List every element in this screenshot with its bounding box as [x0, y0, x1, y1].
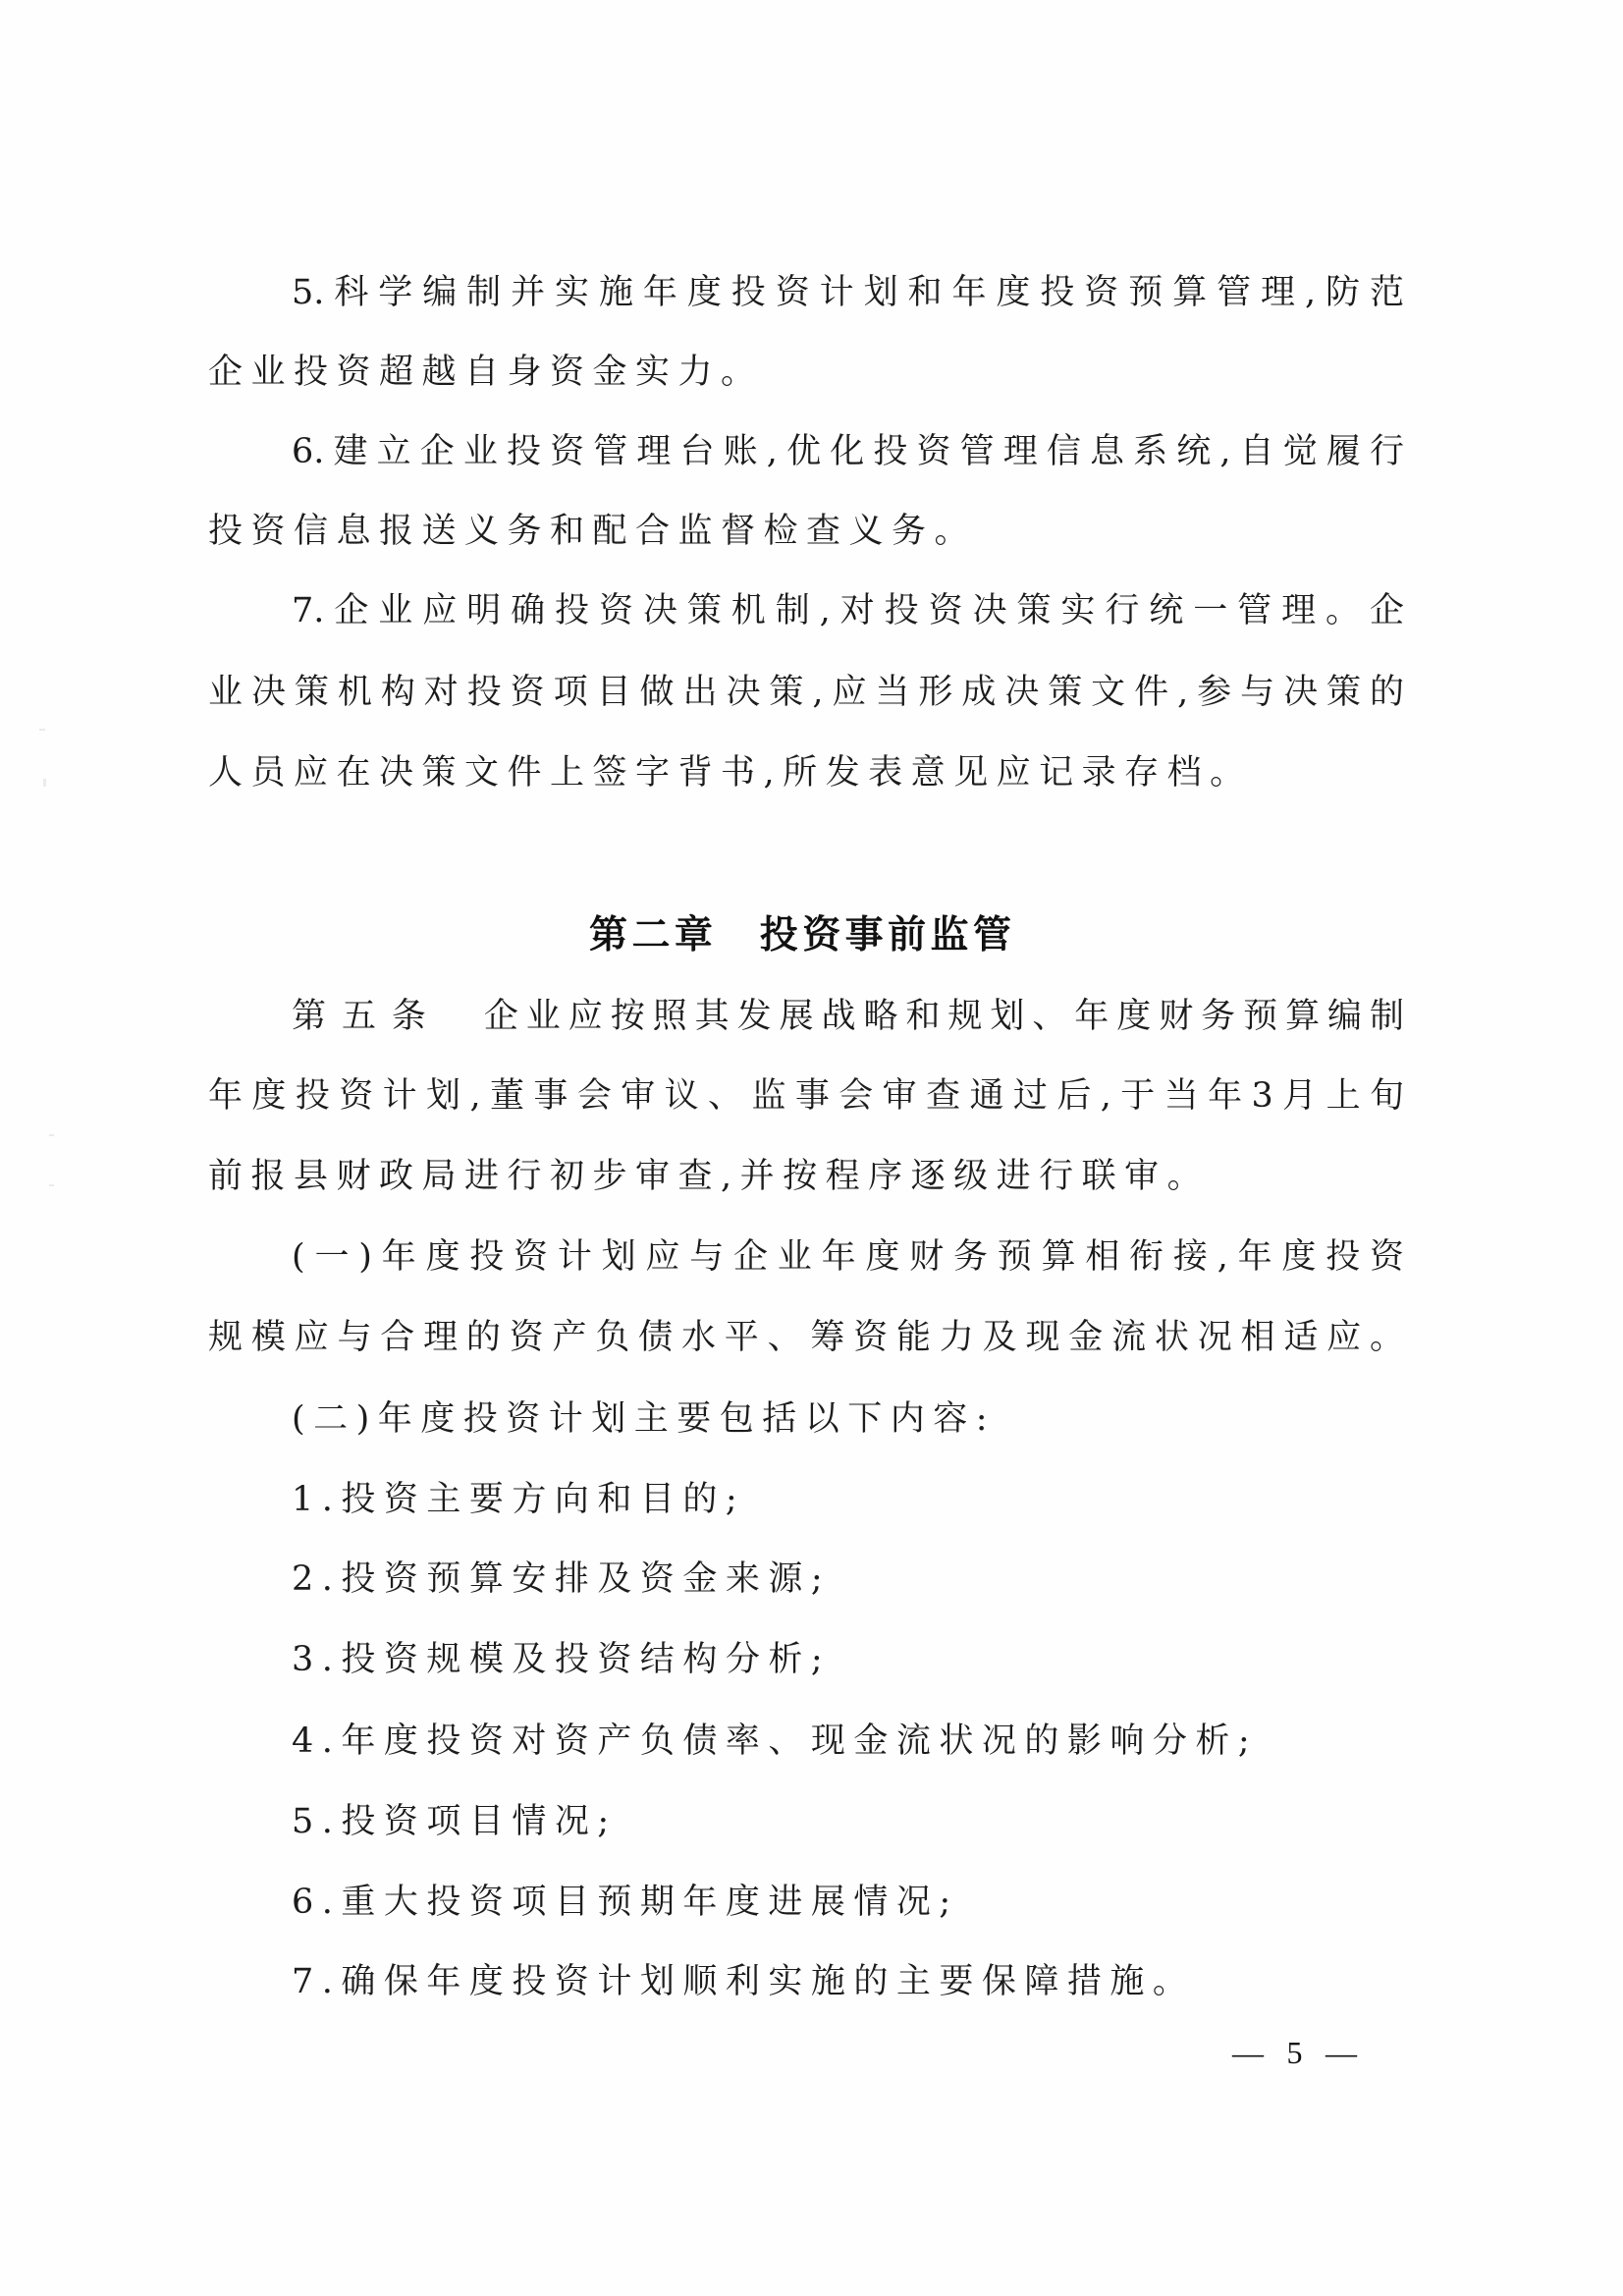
paragraph-item-5-line-1: 5.科学编制并实施年度投资计划和年度投资预算管理,防范 [292, 273, 1404, 312]
article-5-line-1 [292, 992, 1404, 1041]
article-5-text: 企业应按照其发展战略和规划、年度财务预算编制 [441, 997, 1404, 1036]
subsection-1-line-2: 规模应与合理的资产负债水平、筹资能力及现金流状况相适应。 [208, 1318, 1404, 1357]
paragraph-item-6-line-1: 6.建立企业投资管理台账,优化投资管理信息系统,自觉履行 [292, 432, 1404, 471]
article-5-line-2: 年度投资计划,董事会审议、监事会审查通过后,于当年3月上旬 [208, 1076, 1404, 1116]
list-item-7: 7.确保年度投资计划顺利实施的主要保障措施。 [292, 1962, 1196, 2001]
list-item-3: 3.投资规模及投资结构分析; [292, 1640, 832, 1679]
subsection-1-line-1: (一)年度投资计划应与企业年度财务预算相衔接,年度投资 [292, 1237, 1404, 1277]
list-item-2: 2.投资预算安排及资金来源; [292, 1559, 832, 1599]
list-item-6: 6.重大投资项目预期年度进展情况; [292, 1883, 959, 1922]
list-item-5: 5.投资项目情况; [292, 1802, 618, 1841]
chapter-heading: 第二章 投资事前监管 [589, 913, 1011, 957]
scan-speck [49, 1134, 54, 1136]
paragraph-item-7-line-2: 业决策机构对投资项目做出决策,应当形成决策文件,参与决策的 [208, 673, 1404, 712]
scan-speck [49, 1184, 54, 1186]
article-5-line-3: 前报县财政局进行初步审查,并按程序逐级进行联审。 [208, 1157, 1211, 1196]
list-item-1: 1.投资主要方向和目的; [292, 1480, 746, 1519]
scan-speck [43, 779, 46, 787]
paragraph-item-6-line-2: 投资信息报送义务和配合监督检查义务。 [208, 512, 978, 551]
list-item-4: 4.年度投资对资产负债率、现金流状况的影响分析; [292, 1722, 1259, 1761]
subsection-2-line-1: (二)年度投资计划主要包括以下内容: [292, 1399, 997, 1439]
paragraph-item-7-line-1: 7.企业应明确投资决策机制,对投资决策实行统一管理。企 [292, 591, 1404, 630]
scan-speck [39, 729, 45, 731]
article-5-label: 第五条 [292, 997, 442, 1036]
paragraph-item-5-line-2: 企业投资超越自身资金实力。 [208, 353, 764, 392]
page-number: — 5 — [1232, 2035, 1357, 2070]
paragraph-item-7-line-3: 人员应在决策文件上签字背书,所发表意见应记录存档。 [208, 753, 1253, 793]
